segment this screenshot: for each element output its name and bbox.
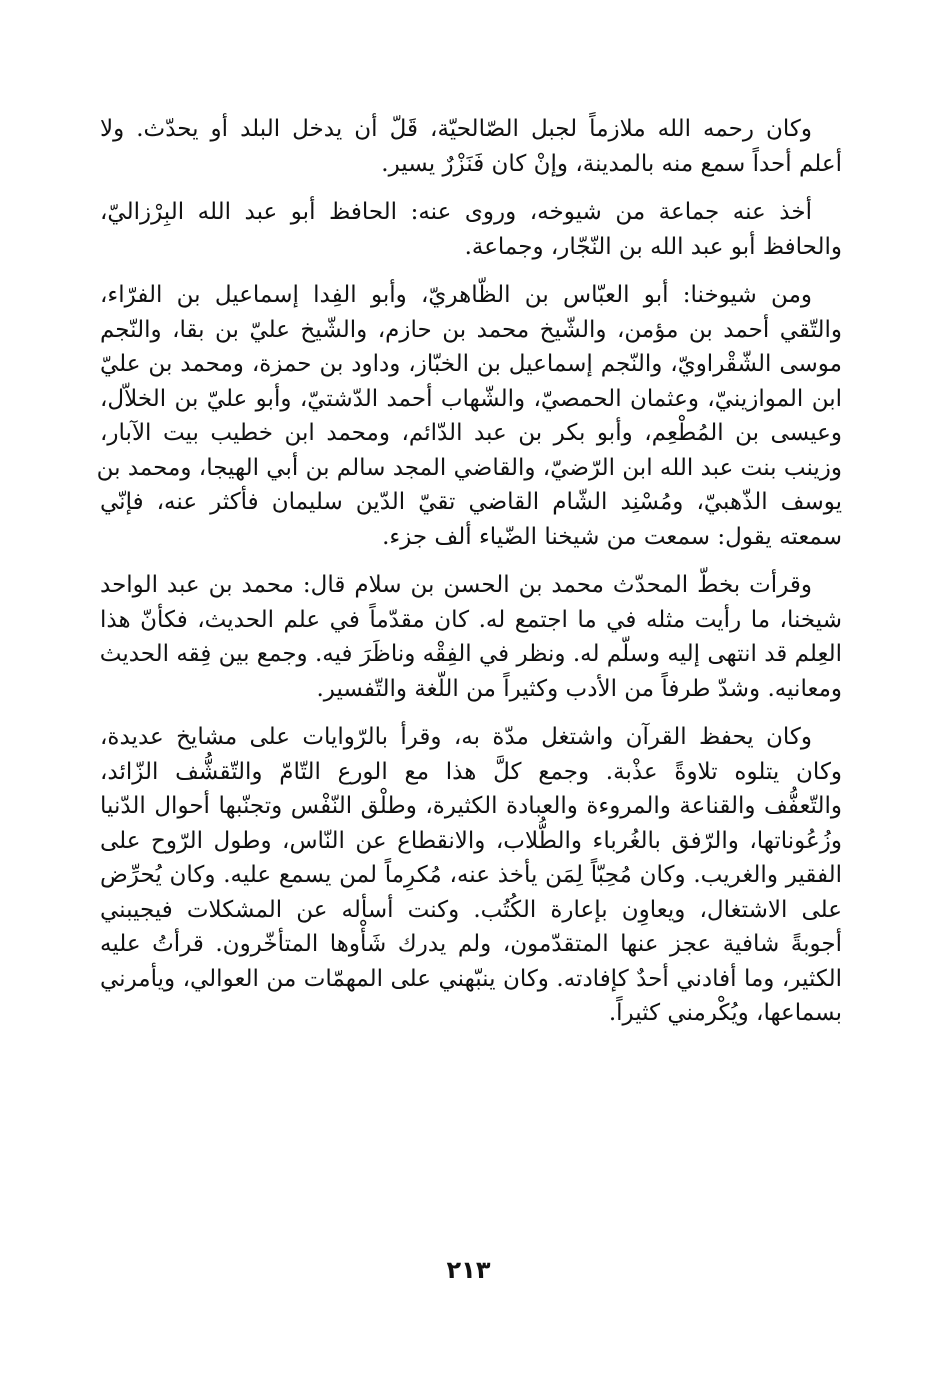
text-line: بسماعها، ويُكْرمني كثيراً. (608, 1000, 842, 1026)
text-line: والتّعفُّف والقناعة والمروءة والعبادة الكثيرة، وطلْق النّفْس وتجنّبها أحوال الدّنيا (100, 793, 842, 819)
text-line: والتّقي أحمد بن مؤمن، والشّيخ محمد بن حازم، والشّيخ عليّ بن بقا، والنّجم (100, 316, 842, 343)
page-body (96, 112, 843, 1045)
text-line: وزُعُوناتها، والرّفق بالغُرباء والطُّلاب، والانقطاع عن النّاس، وطول الرّوح على (100, 827, 842, 854)
text-line: ومعانيه. وشدّ طرفاً من الأدب وكثيراً من اللّغة والتّفسير. (316, 675, 842, 702)
paragraph-5 (100, 720, 842, 1031)
paragraph-1 (100, 112, 842, 181)
text-line: وقرأت بخطّ المحدّث محمد بن الحسن بن سلام قال: محمد بن عبد الواحد (100, 572, 812, 598)
text-line: أخذ عنه جماعة من شيوخه، وروى عنه: الحافظ أبو عبد الله البِرْزاليّ، (100, 199, 812, 225)
text-line: شيخنا، ما رأيت مثله في ما اجتمع له. كان مقدّماً في علم الحديث، فكأنّ هذا (100, 606, 842, 633)
text-line: العِلم قد انتهى إليه وسلّم له. ونظر في الفِقْه وناظَرَ فيه. وجمع بين فِقه الحديث (99, 641, 842, 667)
text-line: ومن شيوخنا: أبو العبّاس بن الظّاهريّ، وأبو الفِدا إسماعيل بن الفرّاء، (100, 282, 812, 308)
text-line: والحافظ أبو عبد الله بن النّجّار، وجماعة. (464, 233, 842, 260)
text-line: الفقير والغريب. وكان مُحِبّاً لِمَن يأخذ عنه، مُكرِماً لمن يسمع عليه. وكان يُحرِّض (100, 862, 842, 888)
text-line: أجوبةً شافية عجز عنها المتقدّمون، ولم يدرك شَأْوها المتأخّرون. قرأتُ عليه (100, 931, 842, 957)
text-line: أعلم أحداً سمع منه بالمدينة، وإنْ كان فَنَزْرٌ يسير. (381, 150, 842, 177)
text-line: موسى الشّقْراويّ، والنّجم إسماعيل بن الخبّاز، وداود بن حمزة، ومحمد بن عليّ (100, 351, 842, 377)
text-line: الكثير، وما أفادني أحدٌ كإفادته. وكان ينبّهني على المهمّات من العوالي، ويأمرني (100, 965, 842, 992)
text-line: يوسف الذّهبيّ، ومُسْنِد الشّام القاضي تقيّ الدّين سليمان فأكثر عنه، فإنّي (100, 489, 842, 515)
paragraph-2 (100, 195, 842, 264)
text-line: سمعته يقول: سمعت من شيخنا الضّياء ألف جزء. (382, 523, 842, 550)
page-number: ٢١٣ (446, 1256, 491, 1284)
text-line: وعيسى بن المُطْعِم، وأبو بكر بن عبد الدّائم، ومحمد ابن خطيب بيت الآبار، (100, 420, 842, 446)
paragraph-4 (100, 568, 842, 706)
text-line: وزينب بنت عبد الله ابن الرّضيّ، والقاضي المجد سالم بن أبي الهيجا، ومحمد بن (96, 454, 842, 481)
text-line: وكان يحفظ القرآن واشتغل مدّة به، وقرأ بالرّوايات على مشايخ عديدة، (100, 724, 812, 750)
paragraph-3 (96, 278, 842, 554)
text-line: وكان رحمه الله ملازماً لجبل الصّالحيّة، قَلّ أن يدخل البلد أو يحدّث. ولا (100, 116, 812, 142)
text-line: وكان يتلوه تلاوةً عذْبة. وجمع كلَّ هذا مع الورع التّامّ والتّقشُّف الزّائد، (100, 758, 843, 785)
text-line: ابن الموازينيّ، وعثمان الحمصيّ، والشّهاب أحمد الدّشتيّ، وأبو عليّ بن الخلاّل، (100, 385, 842, 412)
text-line: على الاشتغال، ويعاوِن بإعارة الكُتُب. وكنت أسأله عن المشكلات فيجيبني (100, 896, 842, 923)
